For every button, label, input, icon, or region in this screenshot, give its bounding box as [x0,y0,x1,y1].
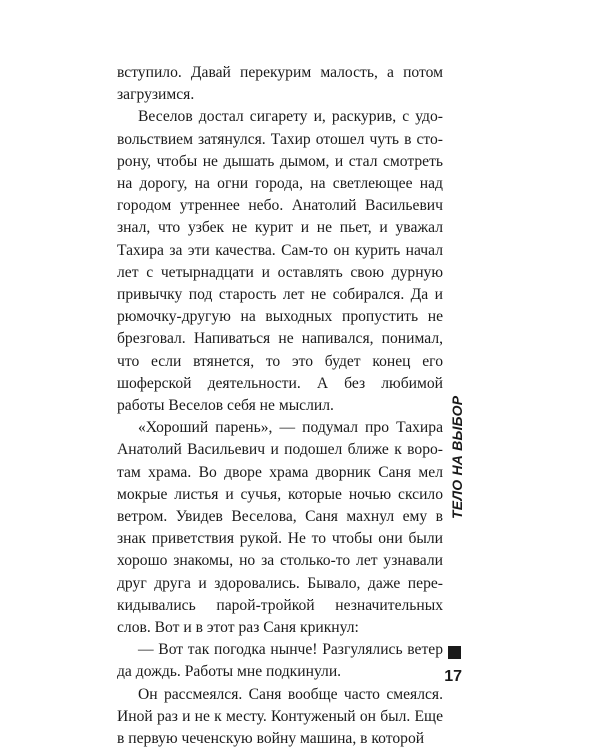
paragraph: «Хороший парень», — подумал про Тахира Анатолий Васильевич и подошел ближе к воротам храма. Во дворе храма дворник Саня мел мокрые листья и сучья, которые ночью сксило ветром. Увидев Веселова, Саня махнул ему в знак приветствия рукой. Не то чтобы они были хорошо знакомы, но за столько-то лет узнавали друг друга и здоровались. Бывало, даже перекидывались парой-тройкой незначительных слов. Вот и в этот раз Саня крикнул: [117,419,443,637]
page-number: 17 [444,668,462,685]
paragraph: Он рассмеялся. Саня вообще часто смеялся. Иной раз и не к месту. Контуженый он был. Еще в первую чеченскую войну машина, в которой [117,685,443,748]
square-marker-icon [448,646,461,659]
running-title: ТЕЛО НА ВЫБОР [449,395,465,519]
page-body-text [117,62,443,750]
paragraph: — Вот так погодка нынче! Разгулялись ветер да дождь. Работы мне подкинули. [117,641,443,681]
paragraph: Веселов достал сигарету и, раскурив, с удовольствием затянулся. Тахир отошел чуть в сторону, чтобы не дышать дымом, и стал смотреть на дорогу, на огни города, на светлеющее над городом утреннее небо. Анатолий Васильевич знал, что узбек не курит и не пьет, и уважал Тахира за эти качества. Сам-то он курить начал лет с четырнадцати и оставлять свою дурную привычку под старость лет не собирался. Да и рюмочку-другую на выходных пропустить не брезговал. Напиваться не напивался, понимал, что если втянется, то это будет конец его шоферской деятельности. А без любимой работы Веселов себя не мыслил. [117,108,443,415]
paragraph: вступило. Давай перекурим малость, а потом загрузимся. [117,64,443,104]
